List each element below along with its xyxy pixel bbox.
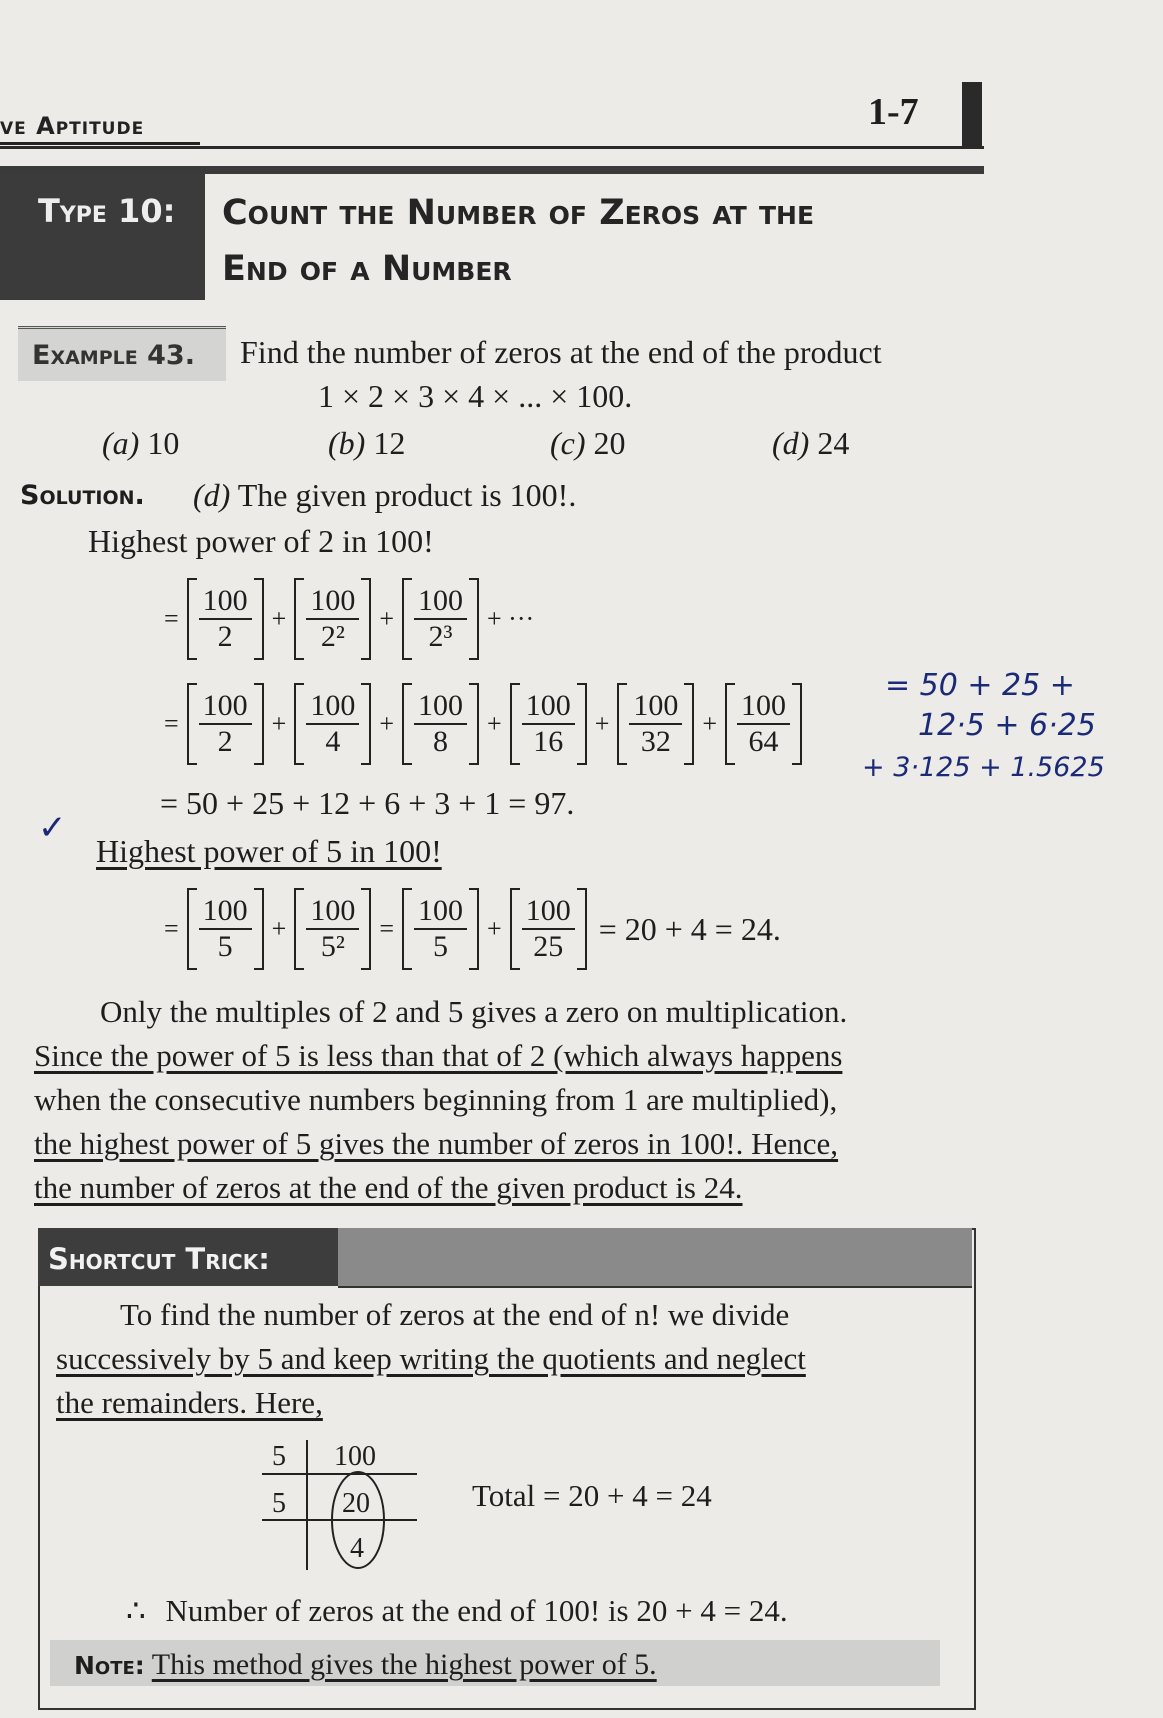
division-value: 20 xyxy=(342,1488,370,1519)
floor-bracket: $\frac{100}{32}$ xyxy=(617,683,694,765)
option-key: (a) xyxy=(102,425,140,461)
solution-answer: (d) xyxy=(193,477,231,513)
handwritten-note-line-1: = 50 + 25 + xyxy=(885,668,1075,703)
note-line xyxy=(74,1648,657,1682)
type-heading-rule xyxy=(0,166,984,174)
conclusion-line xyxy=(126,1593,788,1629)
floor-bracket: $\frac{100}{\text{2²}}$ xyxy=(294,578,371,660)
option-key: (d) xyxy=(772,425,810,461)
explanation-line: Only the multiples of 2 and 5 gives a zero on multiplication. xyxy=(100,994,848,1029)
example-product: 1 × 2 × 3 × 4 × ... × 100. xyxy=(318,378,633,414)
power5-sum: = 20 + 4 = 24. xyxy=(598,910,781,947)
shortcut-header-strip xyxy=(338,1228,972,1288)
explanation-line: the highest power of 5 gives the number of zeros in 100!. Hence, xyxy=(34,1126,839,1161)
example-question: Find the number of zeros at the end of the product xyxy=(240,334,882,370)
chapter-label: ve Aptitude xyxy=(0,112,145,140)
floor-bracket: $\frac{100}{5}$ xyxy=(402,888,479,970)
division-divisor: 5 xyxy=(272,1441,286,1472)
explanation-line: the number of zeros at the end of the given product is 24. xyxy=(34,1170,743,1205)
checkmark-icon: ✓ xyxy=(38,808,67,848)
note-text: This method gives the highest power of 5. xyxy=(151,1648,657,1681)
floor-bracket: $\frac{100}{4}$ xyxy=(294,683,371,765)
shortcut-text xyxy=(56,1293,956,1425)
floor-bracket: $\frac{100}{\text{5²}}$ xyxy=(294,888,371,970)
floor-bracket: $\frac{100}{25}$ xyxy=(510,888,587,970)
solution-intro-text: The given product is 100!. xyxy=(237,477,577,513)
option-value: 24 xyxy=(817,425,850,461)
shortcut-text-line: the remainders. Here, xyxy=(56,1385,323,1420)
option-value: 12 xyxy=(373,425,406,461)
floor-bracket: $\frac{100}{5}$ xyxy=(187,888,264,970)
option-value: 10 xyxy=(147,425,180,461)
floor-bracket: $\frac{100}{2}$ xyxy=(187,578,264,660)
power5-heading: Highest power of 5 in 100! xyxy=(96,833,442,869)
division-value: 100 xyxy=(334,1441,376,1472)
floor-bracket: $\frac{100}{64}$ xyxy=(725,683,802,765)
page-tab-marker xyxy=(962,82,982,146)
option-b xyxy=(328,425,405,462)
shortcut-text-line: To find the number of zeros at the end of n! we divide xyxy=(120,1297,790,1332)
power2-general-row: = $\frac{100}{2}$ + $\frac{100}{\text{2²}}$ + $\frac{100}{\text{2³}}$ + ··· xyxy=(160,578,538,660)
floor-bracket: $\frac{100}{\text{2³}}$ xyxy=(402,578,479,660)
shortcut-label: Shortcut Trick: xyxy=(48,1242,270,1276)
conclusion-text: Number of zeros at the end of 100! is 20 + 4 = 24. xyxy=(165,1593,788,1628)
example-label: Example 43. xyxy=(32,340,195,371)
division-value: 4 xyxy=(350,1533,364,1564)
power5-row: = $\frac{100}{5}$ + $\frac{100}{\text{5²}}$ = $\frac{100}{5}$ + $\frac{100}{25}$ = 20 + 4 = 24. xyxy=(160,888,781,970)
therefore-symbol: ∴ xyxy=(126,1593,146,1628)
explanation-line: Since the power of 5 is less than that of 2 (which always happens xyxy=(34,1038,843,1073)
type-title-line-2: End of a Number xyxy=(222,249,512,289)
power2-sum: = 50 + 25 + 12 + 6 + 3 + 1 = 97. xyxy=(160,785,575,821)
type-title-line-1: Count the Number of Zeros at the xyxy=(222,193,815,233)
power2-heading: Highest power of 2 in 100! xyxy=(88,523,434,559)
power2-expanded-row: = $\frac{100}{2}$ + $\frac{100}{4}$ + $\frac{100}{8}$ + $\frac{100}{16}$ + $\frac{100}{32}$ + $\frac{100}{64}$ xyxy=(160,683,806,765)
option-key: (b) xyxy=(328,425,366,461)
handwritten-note-line-3: + 3·125 + 1.5625 xyxy=(862,752,1105,783)
floor-bracket: $\frac{100}{2}$ xyxy=(187,683,264,765)
option-value: 20 xyxy=(593,425,626,461)
header-rule xyxy=(0,142,200,145)
top-rule xyxy=(0,146,984,149)
division-divisor: 5 xyxy=(272,1488,286,1519)
type-label: Type 10: xyxy=(38,192,176,230)
shortcut-text-line: successively by 5 and keep writing the quotients and neglect xyxy=(56,1341,806,1376)
option-c xyxy=(550,425,626,462)
type-title xyxy=(222,185,814,297)
handwritten-note-line-2: 12·5 + 6·25 xyxy=(918,708,1096,743)
option-a xyxy=(102,425,179,462)
option-d xyxy=(772,425,849,462)
option-key: (c) xyxy=(550,425,586,461)
shortcut-total: Total = 20 + 4 = 24 xyxy=(472,1478,712,1513)
explanation-paragraph xyxy=(34,990,984,1210)
page-number: 1-7 xyxy=(868,91,919,133)
floor-bracket: $\frac{100}{16}$ xyxy=(510,683,587,765)
note-label: Note: xyxy=(74,1651,145,1680)
explanation-line: when the consecutive numbers beginning from 1 are multiplied), xyxy=(34,1082,838,1117)
solution-label: Solution. xyxy=(20,480,145,511)
floor-bracket: $\frac{100}{8}$ xyxy=(402,683,479,765)
solution-intro xyxy=(193,477,576,514)
